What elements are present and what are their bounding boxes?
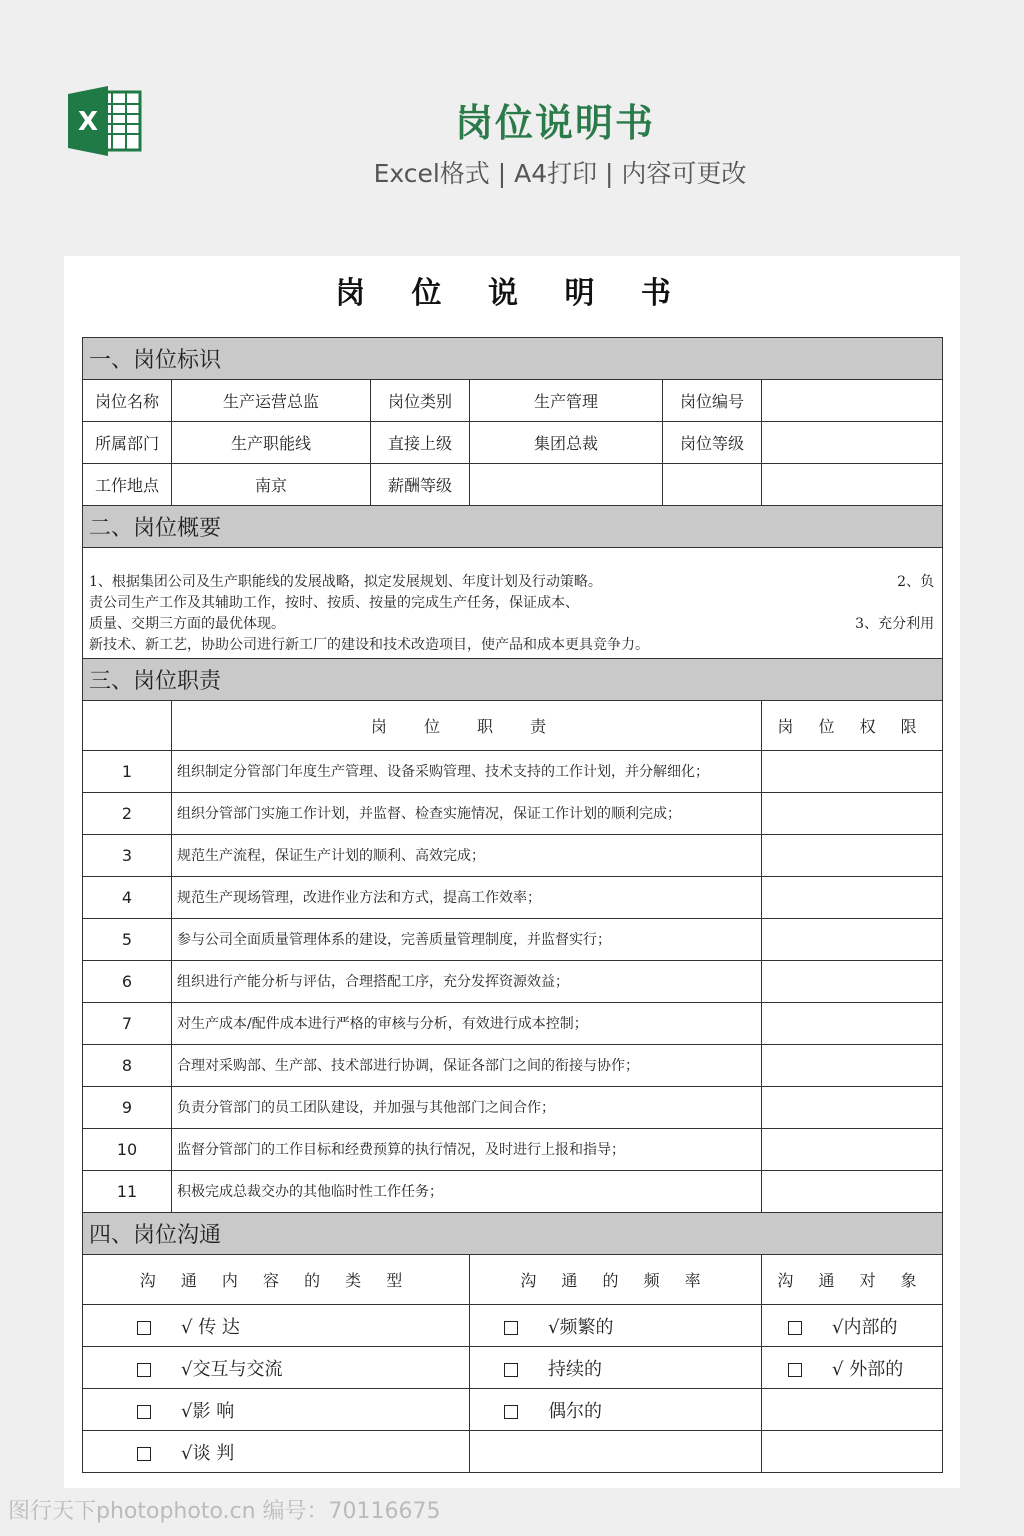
table-row — [83, 751, 943, 793]
table-row — [83, 793, 943, 835]
comm-frequency-cell[interactable] — [470, 1305, 762, 1347]
authority-cell[interactable] — [762, 793, 943, 835]
authority-cell[interactable] — [762, 1171, 943, 1213]
duty-text[interactable]: 合理对采购部、生产部、技术部进行协调，保证各部门之间的衔接与协作； — [172, 1045, 762, 1087]
checkbox[interactable] — [137, 1321, 151, 1335]
checkbox[interactable] — [504, 1321, 518, 1335]
checkbox[interactable] — [788, 1321, 802, 1335]
overview-line: 新技术、新工艺，协助公司进行新工厂的建设和技术改造项目，使产品和成本更具竞争力。 — [89, 637, 649, 653]
duty-number: 6 — [83, 961, 172, 1003]
identity-value[interactable] — [762, 422, 943, 464]
table-row — [83, 1389, 943, 1431]
table-row — [83, 1045, 943, 1087]
authority-cell[interactable] — [762, 1045, 943, 1087]
overview-text[interactable] — [83, 548, 943, 659]
duty-number: 2 — [83, 793, 172, 835]
duty-number: 10 — [83, 1129, 172, 1171]
duty-number: 9 — [83, 1087, 172, 1129]
page-subtitle: Excel格式 | A4打印 | 内容可更改 — [373, 159, 747, 188]
identity-value[interactable]: 生产管理 — [470, 380, 663, 422]
excel-icon — [68, 86, 142, 156]
table-row — [83, 1003, 943, 1045]
comm-type-header: 沟 通 内 容 的 类 型 — [83, 1255, 470, 1305]
duty-text[interactable]: 组织制定分管部门年度生产管理、设备采购管理、技术支持的工作计划，并分解细化； — [172, 751, 762, 793]
identity-value[interactable]: 集团总裁 — [470, 422, 663, 464]
duty-number: 8 — [83, 1045, 172, 1087]
overview-line: 1、根据集团公司及生产职能线的发展战略，拟定发展规划、年度计划及行动策略。 — [89, 574, 602, 590]
identity-value[interactable] — [762, 464, 943, 506]
duty-text[interactable]: 组织分管部门实施工作计划，并监督、检查实施情况，保证工作计划的顺利完成； — [172, 793, 762, 835]
overview-line: 2、负 — [897, 574, 935, 590]
duty-text[interactable]: 参与公司全面质量管理体系的建设，完善质量管理制度，并监督实行； — [172, 919, 762, 961]
identity-value[interactable]: 生产运营总监 — [172, 380, 371, 422]
authority-cell[interactable] — [762, 919, 943, 961]
comm-frequency-cell[interactable] — [470, 1431, 762, 1473]
authority-cell[interactable] — [762, 1129, 943, 1171]
comm-target-label: √ 外部的 — [832, 1358, 904, 1380]
duty-text[interactable]: 对生产成本/配件成本进行严格的审核与分析，有效进行成本控制； — [172, 1003, 762, 1045]
identity-label: 岗位类别 — [371, 380, 470, 422]
duty-text[interactable]: 监督分管部门的工作目标和经费预算的执行情况，及时进行上报和指导； — [172, 1129, 762, 1171]
authority-cell[interactable] — [762, 1003, 943, 1045]
table-row — [83, 1129, 943, 1171]
duty-text[interactable]: 组织进行产能分析与评估，合理搭配工序，充分发挥资源效益； — [172, 961, 762, 1003]
duty-number: 1 — [83, 751, 172, 793]
table-row — [83, 1305, 943, 1347]
watermark: 图行天下photophoto.cn 编号：70116675 — [8, 1499, 441, 1524]
page-title: 岗位说明书 — [454, 101, 655, 145]
table-row — [83, 877, 943, 919]
authority-cell[interactable] — [762, 877, 943, 919]
comm-target-label: √内部的 — [832, 1316, 898, 1338]
section-communication-header: 四、岗位沟通 — [83, 1213, 943, 1255]
comm-target-cell[interactable] — [762, 1389, 943, 1431]
comm-frequency-label: 偶尔的 — [548, 1400, 602, 1422]
comm-type-cell[interactable] — [83, 1389, 470, 1431]
duty-number: 5 — [83, 919, 172, 961]
identity-row — [83, 422, 943, 464]
identity-value[interactable] — [470, 464, 663, 506]
comm-frequency-label: √频繁的 — [548, 1316, 614, 1338]
identity-label: 直接上级 — [371, 422, 470, 464]
document-title: 岗 位 说 明 书 — [335, 276, 689, 311]
comm-frequency-cell[interactable] — [470, 1389, 762, 1431]
checkbox[interactable] — [504, 1363, 518, 1377]
duty-number: 4 — [83, 877, 172, 919]
duty-text[interactable]: 积极完成总裁交办的其他临时性工作任务； — [172, 1171, 762, 1213]
comm-type-label: √交互与交流 — [181, 1358, 283, 1380]
comm-frequency-header: 沟 通 的 频 率 — [470, 1255, 762, 1305]
duty-text[interactable]: 规范生产现场管理，改进作业方法和方式，提高工作效率； — [172, 877, 762, 919]
table-row — [83, 1171, 943, 1213]
job-description-table — [82, 337, 943, 1473]
identity-label: 工作地点 — [83, 464, 172, 506]
comm-target-cell[interactable] — [762, 1305, 943, 1347]
identity-label: 岗位编号 — [663, 380, 762, 422]
overview-line: 3、充分利用 — [855, 616, 935, 632]
comm-frequency-label: 持续的 — [548, 1358, 602, 1380]
table-row — [83, 1431, 943, 1473]
authority-cell[interactable] — [762, 961, 943, 1003]
checkbox[interactable] — [137, 1405, 151, 1419]
comm-target-header: 沟 通 对 象 — [762, 1255, 943, 1305]
comm-type-label: √谈 判 — [181, 1442, 235, 1464]
identity-row — [83, 380, 943, 422]
comm-type-cell[interactable] — [83, 1347, 470, 1389]
checkbox[interactable] — [504, 1405, 518, 1419]
comm-target-cell[interactable] — [762, 1347, 943, 1389]
table-row — [83, 961, 943, 1003]
authority-column-header: 岗 位 权 限 — [762, 701, 943, 751]
section-identity-header: 一、岗位标识 — [83, 338, 943, 380]
section-duties-header: 三、岗位职责 — [83, 659, 943, 701]
identity-label: 所属部门 — [83, 422, 172, 464]
identity-label: 岗位等级 — [663, 422, 762, 464]
duty-number: 3 — [83, 835, 172, 877]
identity-value[interactable]: 南京 — [172, 464, 371, 506]
comm-frequency-cell[interactable] — [470, 1347, 762, 1389]
authority-cell[interactable] — [762, 1087, 943, 1129]
section-overview-header: 二、岗位概要 — [83, 506, 943, 548]
identity-value[interactable]: 生产职能线 — [172, 422, 371, 464]
duty-column-header: 岗 位 职 责 — [172, 701, 762, 751]
checkbox[interactable] — [137, 1447, 151, 1461]
checkbox[interactable] — [788, 1363, 802, 1377]
comm-type-label: √ 传 达 — [181, 1316, 240, 1338]
overview-line: 质量、交期三方面的最优体现。 — [89, 616, 285, 632]
authority-cell[interactable] — [762, 751, 943, 793]
table-row — [83, 1347, 943, 1389]
comm-type-label: √影 响 — [181, 1400, 235, 1422]
table-row — [83, 919, 943, 961]
table-row — [83, 1087, 943, 1129]
table-row — [83, 835, 943, 877]
duty-number: 11 — [83, 1171, 172, 1213]
identity-label: 薪酬等级 — [371, 464, 470, 506]
identity-value[interactable] — [762, 380, 943, 422]
duty-text[interactable]: 规范生产流程，保证生产计划的顺利、高效完成； — [172, 835, 762, 877]
checkbox[interactable] — [137, 1363, 151, 1377]
identity-row — [83, 464, 943, 506]
overview-line: 责公司生产工作及其辅助工作，按时、按质、按量的完成生产任务，保证成本、 — [89, 595, 579, 611]
comm-target-cell[interactable] — [762, 1431, 943, 1473]
comm-type-cell[interactable] — [83, 1431, 470, 1473]
duty-number: 7 — [83, 1003, 172, 1045]
authority-cell[interactable] — [762, 835, 943, 877]
identity-label: 岗位名称 — [83, 380, 172, 422]
identity-value[interactable] — [663, 464, 762, 506]
svg-text:X: X — [77, 107, 99, 137]
duty-text[interactable]: 负责分管部门的员工团队建设，并加强与其他部门之间合作； — [172, 1087, 762, 1129]
comm-type-cell[interactable] — [83, 1305, 470, 1347]
duty-no-header — [83, 701, 172, 751]
